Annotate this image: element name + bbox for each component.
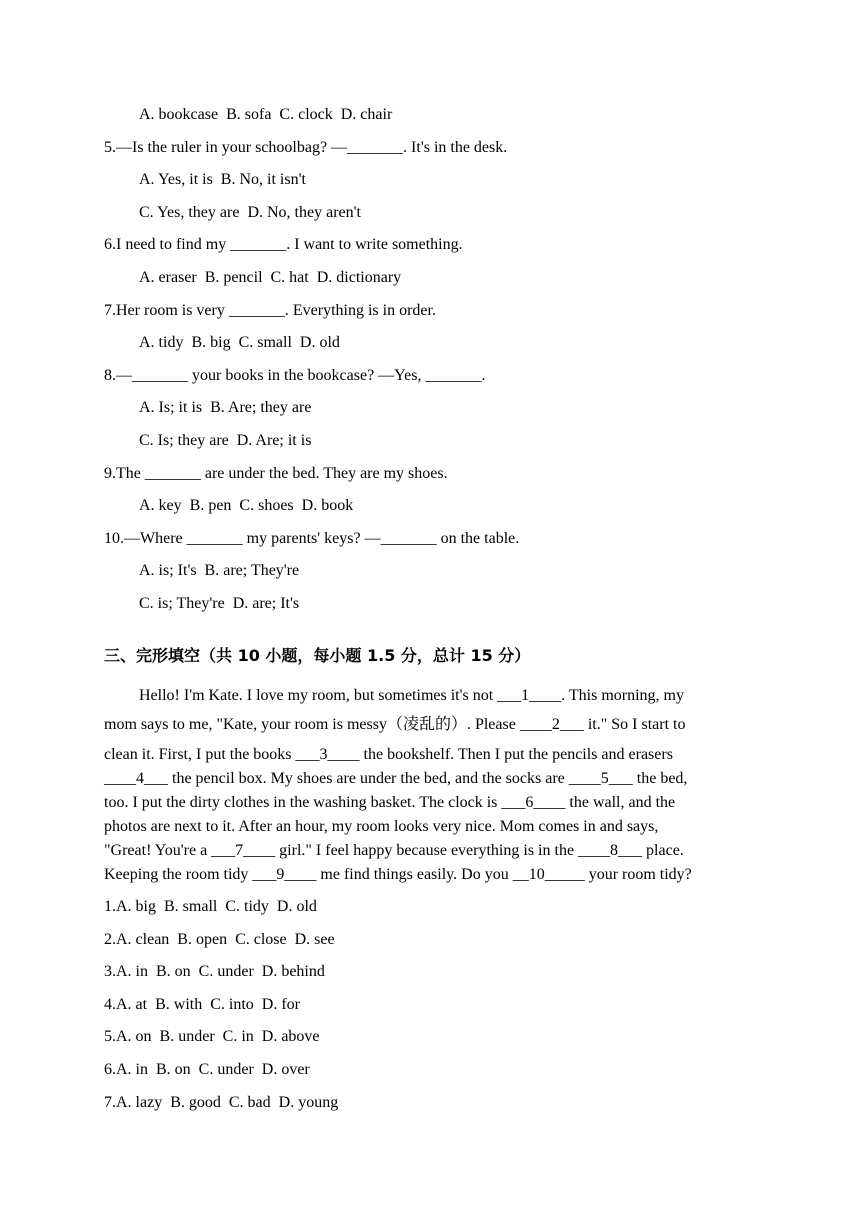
section-heading: 三、完形填空（共 10 小题，每小题 1.5 分，总计 15 分）: [104, 646, 531, 665]
q8-stem: 8.—_______ your books in the bookcase? —Yes, _______.: [104, 367, 486, 384]
q10-options-cd: C. is; They're D. are; It's: [139, 595, 300, 612]
passage-line: ____4___ the pencil box. My shoes are under the bed, and the socks are ____5___ the bed,: [104, 770, 688, 787]
q7-stem: 7.Her room is very _______. Everything is in order.: [104, 302, 436, 319]
passage-line: clean it. First, I put the books ___3____ the bookshelf. Then I put the pencils and erasers: [104, 746, 673, 763]
q5-options-ab: A. Yes, it is B. No, it isn't: [139, 171, 306, 188]
cloze-option-1: 1.A. big B. small C. tidy D. old: [104, 898, 317, 915]
cloze-option-3: 3.A. in B. on C. under D. behind: [104, 963, 325, 980]
passage-line: photos are next to it. After an hour, my room looks very nice. Mom comes in and says,: [104, 818, 659, 835]
q5-options-cd: C. Yes, they are D. No, they aren't: [139, 204, 361, 221]
q8-options-cd: C. Is; they are D. Are; it is: [139, 432, 312, 449]
q8-options-ab: A. Is; it is B. Are; they are: [139, 399, 312, 416]
passage-line: "Great! You're a ___7____ girl." I feel happy because everything is in the ____8___ place.: [104, 842, 684, 859]
passage-line: mom says to me, "Kate, your room is messy（凌乱的）. Please ____2___ it." So I start to: [104, 716, 686, 733]
passage-line: Keeping the room tidy ___9____ me find things easily. Do you __10_____ your room tidy?: [104, 866, 692, 883]
cloze-option-2: 2.A. clean B. open C. close D. see: [104, 931, 335, 948]
cloze-option-4: 4.A. at B. with C. into D. for: [104, 996, 300, 1013]
q9-options: A. key B. pen C. shoes D. book: [139, 497, 354, 514]
q10-options-ab: A. is; It's B. are; They're: [139, 562, 300, 579]
passage-line: Hello! I'm Kate. I love my room, but sometimes it's not ___1____. This morning, my: [139, 687, 684, 704]
q6-stem: 6.I need to find my _______. I want to write something.: [104, 236, 463, 253]
q9-stem: 9.The _______ are under the bed. They are my shoes.: [104, 465, 448, 482]
passage-line: too. I put the dirty clothes in the washing basket. The clock is ___6____ the wall, and the: [104, 794, 676, 811]
cloze-option-5: 5.A. on B. under C. in D. above: [104, 1028, 320, 1045]
q5-stem: 5.—Is the ruler in your schoolbag? —_______. It's in the desk.: [104, 139, 508, 156]
cloze-option-6: 6.A. in B. on C. under D. over: [104, 1061, 310, 1078]
q6-options: A. eraser B. pencil C. hat D. dictionary: [139, 269, 402, 286]
q10-stem: 10.—Where _______ my parents' keys? —_______ on the table.: [104, 530, 520, 547]
cloze-option-7: 7.A. lazy B. good C. bad D. young: [104, 1094, 339, 1111]
q4-options: A. bookcase B. sofa C. clock D. chair: [139, 106, 393, 123]
q7-options: A. tidy B. big C. small D. old: [139, 334, 340, 351]
